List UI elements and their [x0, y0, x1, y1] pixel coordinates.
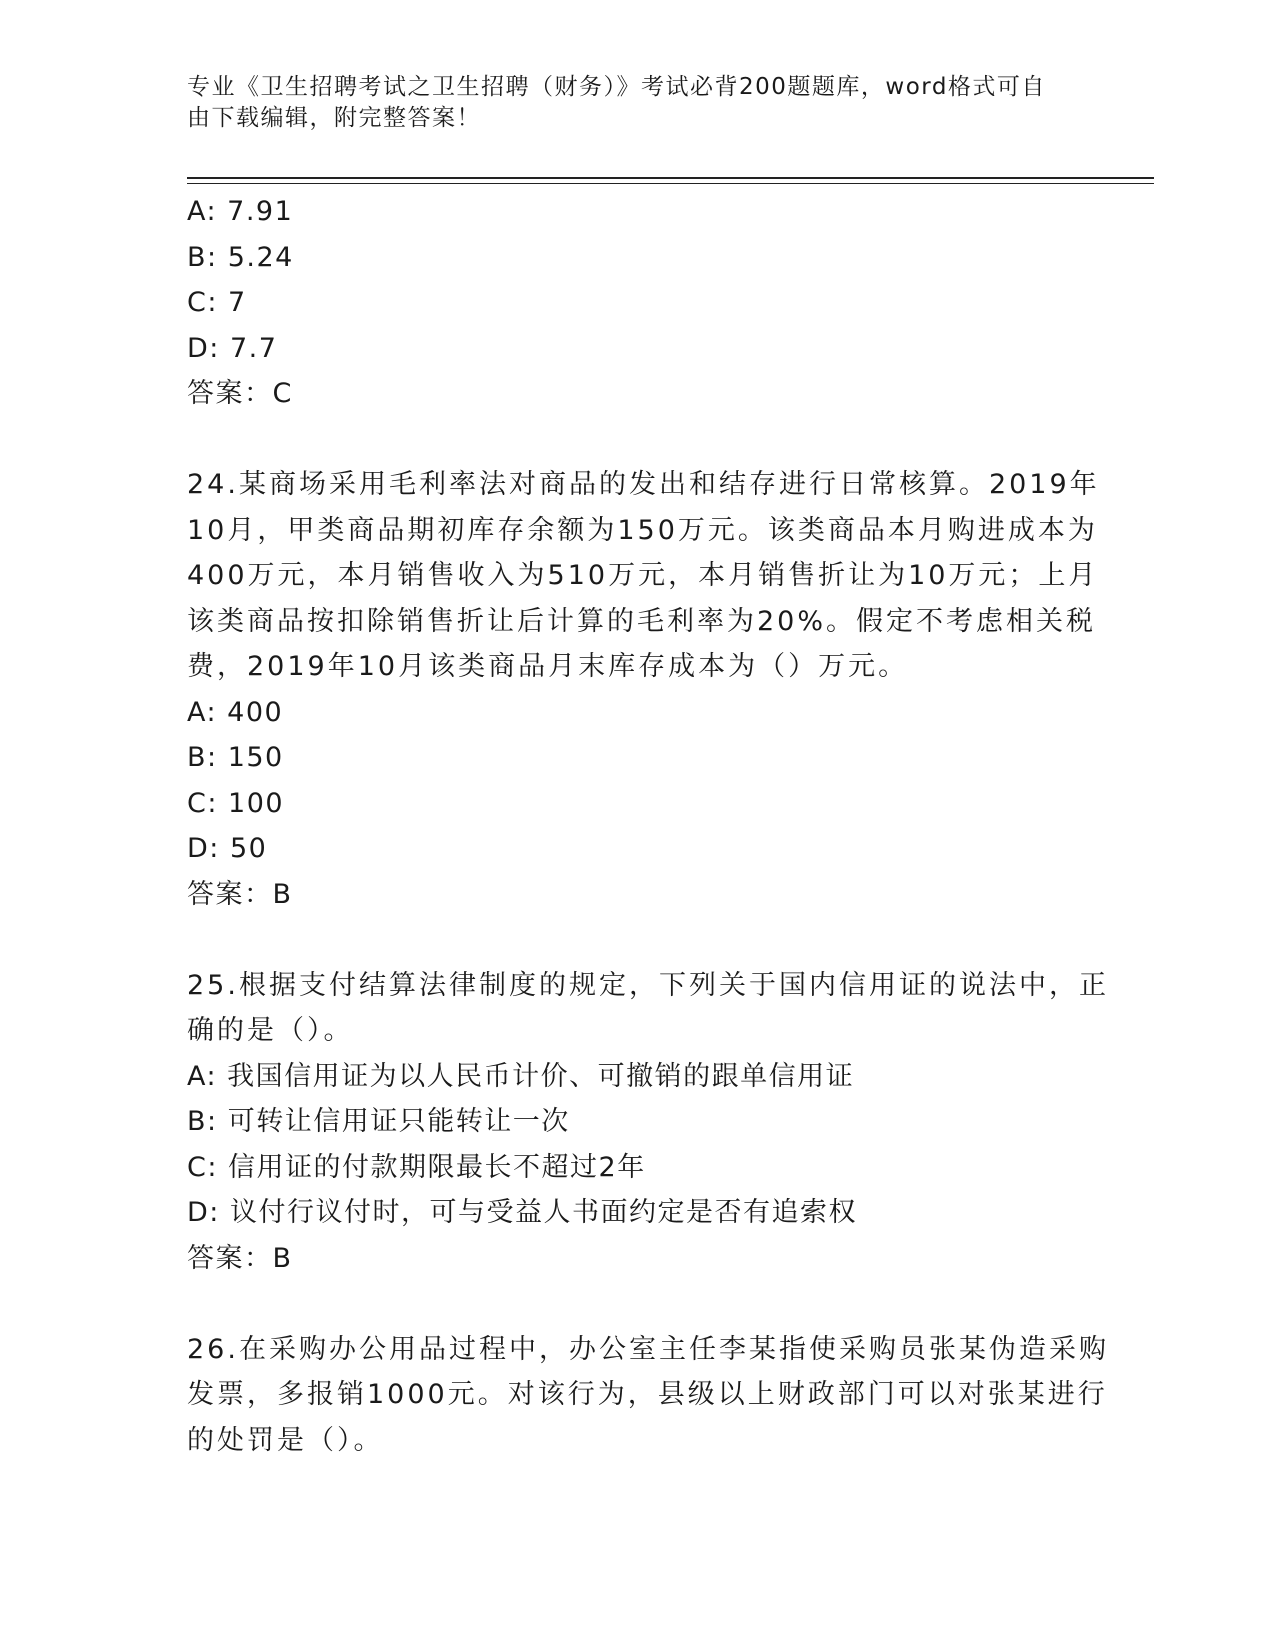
option-d: D: 7.7: [187, 332, 278, 364]
question-text-line: 10月，甲类商品期初库存余额为150万元。该类商品本月购进成本为: [187, 514, 1098, 546]
question-text-line: 发票，多报销1000元。对该行为，县级以上财政部门可以对张某进行: [187, 1379, 1108, 1410]
question-26: [187, 1327, 1109, 1464]
option-d: D: 议付行议付时，可与受益人书面约定是否有追索权: [187, 1197, 857, 1228]
option-c: C: 信用证的付款期限最长不超过2年: [187, 1151, 646, 1183]
header-rule-thin: [187, 183, 1154, 184]
question-25: [187, 963, 1109, 1054]
option-a: A: 我国信用证为以人民币计价、可撤销的跟单信用证: [187, 1060, 855, 1092]
header-line-2: 由下载编辑，附完整答案！: [187, 105, 481, 131]
option-b: B: 5.24: [187, 241, 294, 273]
document-header: [187, 72, 1067, 134]
question-text-line: 24.某商场采用毛利率法对商品的发出和结存进行日常核算。2019年: [187, 469, 1100, 500]
answer: 答案：B: [187, 878, 293, 910]
option-a: A: 7.91: [187, 196, 294, 227]
header-line-1: 专业《卫生招聘考试之卫生招聘（财务）》考试必背200题题库，word格式可自: [187, 74, 1046, 100]
question-text-line: 该类商品按扣除销售折让后计算的毛利率为20%。假定不考虑相关税: [187, 605, 1097, 637]
option-a: A: 400: [187, 696, 284, 728]
header-rule-thick: [187, 177, 1154, 179]
question-text-line: 确的是（）。: [187, 1015, 354, 1046]
question-text-line: 26.在采购办公用品过程中，办公室主任李某指使采购员张某伪造采购: [187, 1333, 1109, 1365]
option-c: C: 7: [187, 287, 247, 318]
question-text-line: 400万元，本月销售收入为510万元，本月销售折让为10万元；上月: [187, 560, 1099, 591]
question-24: [187, 462, 1100, 690]
question-text-line: 25.根据支付结算法律制度的规定，下列关于国内信用证的说法中，正: [187, 969, 1109, 1001]
document-body: [187, 189, 1109, 1463]
option-b: B: 150: [187, 742, 284, 773]
option-c: C: 100: [187, 787, 285, 819]
question-text-line: 费，2019年10月该类商品月末库存成本为（）万元。: [187, 651, 909, 682]
question-text-line: 的处罚是（）。: [187, 1424, 384, 1456]
option-d: D: 50: [187, 833, 268, 864]
answer: 答案：C: [187, 378, 293, 409]
option-b: B: 可转让信用证只能转让一次: [187, 1106, 570, 1137]
answer: 答案：B: [187, 1242, 293, 1274]
prev-question-options: [187, 189, 1087, 417]
